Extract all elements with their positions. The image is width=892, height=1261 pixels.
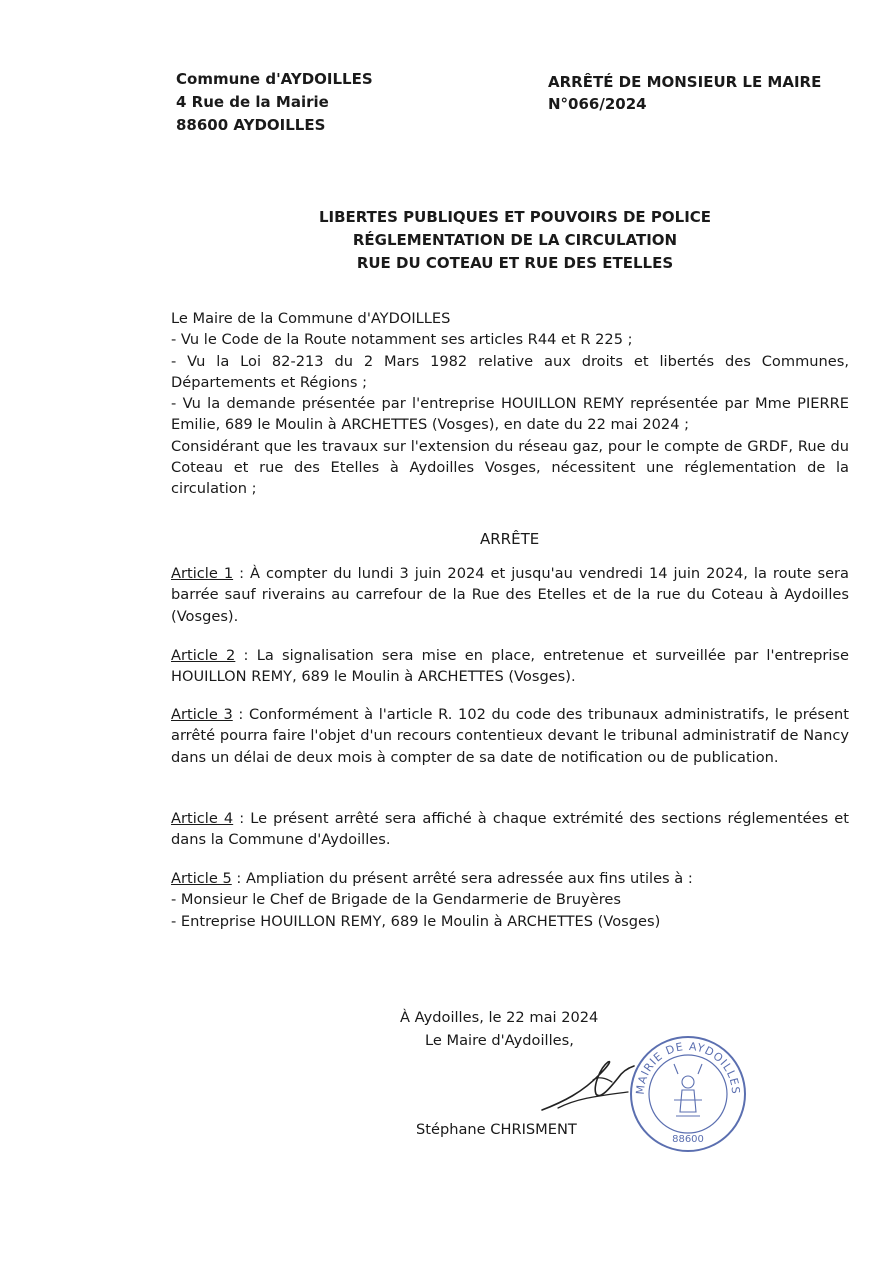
preamble-vu-3: - Vu la demande présentée par l'entreprise HOUILLON REMY représentée par Mme PIERRE Emilie, 689 le Moulin à ARCHETTES (Vosges), en date du 22 mai 2024 ; [171,395,849,434]
stamp-label: MAIRIE DE AYDOILLES [633,1039,743,1096]
subject-line-1: LIBERTES PUBLIQUES ET POUVOIRS DE POLICE [318,208,712,226]
sender-address [176,68,373,137]
ampliation-recipient-1: - Monsieur le Chef de Brigade de la Gendarmerie de Bruyères [171,891,621,909]
article-1-text: À compter du lundi 3 juin 2024 et jusqu'au vendredi 14 juin 2024, la route sera barrée sauf riverains au carrefour de la Rue des Etelles et de la rue du Coteau à Aydoilles (Vosges). [171,565,849,625]
preamble-vu-2: - Vu la Loi 82-213 du 2 Mars 1982 relative aux droits et libertés des Communes, Départements et Régions ; [171,352,849,391]
article-2 [171,645,849,688]
sender-city: 88600 AYDOILLES [176,116,326,134]
article-4-text: Le présent arrêté sera affiché à chaque extrémité des sections réglementées et dans la Commune d'Aydoilles. [171,810,849,849]
stamp-postcode: 88600 [672,1134,704,1145]
preamble [171,308,849,500]
mayor-name: Stéphane CHRISMENT [416,1121,577,1138]
preamble-intro: Le Maire de la Commune d'AYDOILLES [171,310,451,327]
article-3-label: Article 3 [171,706,233,723]
article-4-separator: : [233,810,251,827]
preamble-considerant: Considérant que les travaux sur l'extension du réseau gaz, pour le compte de GRDF, Rue du Coteau et rue des Etelles à Aydoilles Vosges, nécessitent une réglementation de la circulation ; [171,437,849,498]
article-4 [171,808,849,851]
article-4-label: Article 4 [171,810,234,827]
handwritten-signature [538,1052,638,1118]
subject-line-2: RÉGLEMENTATION DE LA CIRCULATION [352,231,678,249]
decree-subject [300,206,730,275]
official-stamp [628,1034,748,1154]
decree-reference [548,71,821,115]
article-1 [171,563,849,627]
signature-block [400,1006,598,1052]
mayor-title: Le Maire d'Aydoilles, [425,1032,574,1049]
sender-street: 4 Rue de la Mairie [176,93,329,111]
article-2-separator: : [235,647,257,664]
article-3-separator: : [232,706,249,723]
article-1-separator: : [233,565,251,582]
preamble-vu-1: - Vu le Code de la Route notamment ses articles R44 et R 225 ; [171,331,633,349]
sender-commune: Commune d'AYDOILLES [176,70,373,88]
article-5-text: Ampliation du présent arrêté sera adressée aux fins utiles à : [245,870,693,887]
article-2-label: Article 2 [171,647,236,664]
article-3 [171,704,849,768]
article-2-text: La signalisation sera mise en place, entretenue et surveillée par l'entreprise HOUILLON REMY, 689 le Moulin à ARCHETTES (Vosges). [171,647,849,686]
arrete-heading: ARRÊTE [480,530,540,548]
article-5-separator: : [231,870,246,887]
article-5 [171,868,849,932]
decree-number: N°066/2024 [548,95,647,113]
article-1-label: Article 1 [171,565,234,582]
place-date: À Aydoilles, le 22 mai 2024 [400,1009,599,1026]
ampliation-recipient-2: - Entreprise HOUILLON REMY, 689 le Moulin à ARCHETTES (Vosges) [171,912,661,930]
subject-line-3: RUE DU COTEAU ET RUE DES ETELLES [356,254,674,272]
article-3-text: Conformément à l'article R. 102 du code des tribunaux administratifs, le présent arrêté pourra faire l'objet d'un recours contentieux devant le tribunal administratif de Nancy dans un délai de deux mois à compter de sa date de notification ou de publication. [171,706,849,766]
decree-title: ARRÊTÉ DE MONSIEUR LE MAIRE [548,73,822,91]
article-5-label: Article 5 [171,870,232,887]
